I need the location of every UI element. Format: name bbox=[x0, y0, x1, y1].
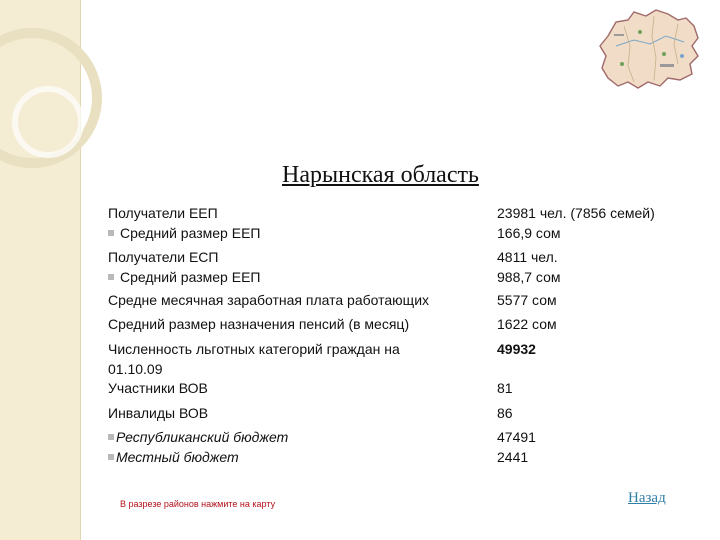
label-recipients-eep: Получатели ЕЕП bbox=[108, 205, 218, 221]
page-title: Нарынская область bbox=[282, 162, 479, 188]
label-recipients-esp: Получатели ЕСП bbox=[108, 249, 219, 265]
list-item bbox=[108, 427, 478, 447]
value-local-budget: 2441 bbox=[497, 449, 529, 465]
label-republican-budget: Республиканский бюджет bbox=[116, 429, 289, 445]
value-avg-salary: 5577 сом bbox=[497, 292, 557, 308]
bullet-icon bbox=[108, 274, 114, 280]
label-avg-eep: Средний размер ЕЕП bbox=[120, 225, 261, 241]
bullet-icon bbox=[108, 230, 114, 236]
bullet-icon bbox=[108, 434, 114, 440]
label-wwii-participants: Участники ВОВ bbox=[108, 380, 208, 396]
value-avg-eep: 166,9 сом bbox=[497, 225, 561, 241]
label-avg-pension: Средний размер назначения пенсий (в месяц) bbox=[108, 316, 410, 332]
value-avg-pension: 1622 сом bbox=[497, 316, 557, 332]
value-recipients-eep: 23981 чел. (7856 семей) bbox=[497, 205, 655, 221]
value-wwii-participants: 81 bbox=[497, 380, 513, 396]
value-wwii-disabled: 86 bbox=[497, 405, 513, 421]
decorative-circle-inner bbox=[12, 86, 84, 158]
region-map-image[interactable] bbox=[594, 6, 704, 94]
value-recipients-esp: 4811 чел. bbox=[497, 249, 558, 265]
label-wwii-disabled: Инвалиды ВОВ bbox=[108, 405, 209, 421]
label-avg-salary: Средне месячная заработная плата работающих bbox=[108, 292, 430, 308]
map-hint-note: В разрезе районов нажмите на карту bbox=[120, 499, 276, 509]
back-link[interactable]: Назад bbox=[628, 490, 666, 506]
list-item bbox=[108, 223, 478, 243]
list-item bbox=[108, 447, 478, 467]
decorative-side-panel bbox=[0, 0, 81, 540]
bullet-icon bbox=[108, 454, 114, 460]
value-privileged-count: 49932 bbox=[497, 341, 536, 357]
value-avg-esp: 988,7 сом bbox=[497, 269, 561, 285]
value-republican-budget: 47491 bbox=[497, 429, 536, 445]
label-local-budget: Местный бюджет bbox=[116, 449, 239, 465]
label-privileged-count: Численность льготных категорий граждан на 01.10.09 bbox=[108, 341, 400, 377]
label-avg-esp: Средний размер ЕЕП bbox=[120, 269, 261, 285]
list-item bbox=[108, 267, 478, 287]
